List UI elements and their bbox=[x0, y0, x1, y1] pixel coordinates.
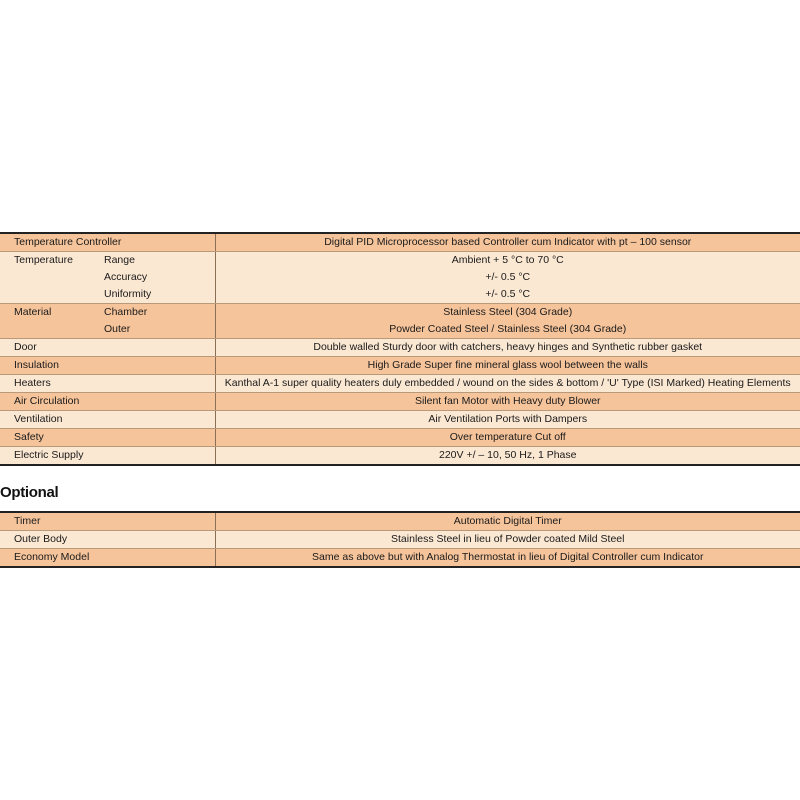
row-timer bbox=[0, 512, 800, 531]
label-heaters: Heaters bbox=[0, 375, 215, 393]
label-uniformity: Uniformity bbox=[104, 288, 152, 300]
row-outer-body bbox=[0, 531, 800, 549]
row-heaters bbox=[0, 375, 800, 393]
label-safety: Safety bbox=[0, 429, 215, 447]
row-economy-model bbox=[0, 549, 800, 568]
label-accuracy: Accuracy bbox=[104, 271, 148, 283]
value-insulation: High Grade Super fine mineral glass wool between the walls bbox=[215, 357, 800, 375]
label-timer: Timer bbox=[0, 512, 215, 531]
value-door: Double walled Sturdy door with catchers, heavy hinges and Synthetic rubber gasket bbox=[215, 339, 800, 357]
row-ventilation bbox=[0, 411, 800, 429]
row-temperature-controller bbox=[0, 233, 800, 252]
value-air-circulation: Silent fan Motor with Heavy duty Blower bbox=[215, 393, 800, 411]
row-safety bbox=[0, 429, 800, 447]
row-temperature bbox=[0, 252, 800, 304]
value-heaters: Kanthal A-1 super quality heaters duly embedded / wound on the sides & bottom / 'U' Type (ISI Marked) Heating Elements bbox=[215, 375, 800, 393]
value-uniformity: +/- 0.5 °C bbox=[485, 288, 531, 300]
value-ventilation: Air Ventilation Ports with Dampers bbox=[215, 411, 800, 429]
label-cell-temperature bbox=[0, 252, 215, 304]
label-insulation: Insulation bbox=[0, 357, 215, 375]
row-insulation bbox=[0, 357, 800, 375]
label-outer: Outer bbox=[104, 323, 131, 335]
material-sub-labels bbox=[104, 304, 147, 338]
specifications-table bbox=[0, 232, 800, 466]
value-chamber: Stainless Steel (304 Grade) bbox=[443, 306, 573, 318]
label-economy-model: Economy Model bbox=[0, 549, 215, 568]
value-safety: Over temperature Cut off bbox=[215, 429, 800, 447]
value-timer: Automatic Digital Timer bbox=[215, 512, 800, 531]
temperature-sub-labels bbox=[104, 252, 151, 303]
label-ventilation: Ventilation bbox=[0, 411, 215, 429]
label-door: Door bbox=[0, 339, 215, 357]
value-cell-temperature bbox=[215, 252, 800, 304]
optional-table bbox=[0, 511, 800, 568]
value-electric-supply: 220V +/ – 10, 50 Hz, 1 Phase bbox=[215, 447, 800, 466]
row-electric-supply bbox=[0, 447, 800, 466]
value-accuracy: +/- 0.5 °C bbox=[485, 271, 531, 283]
value-temperature-controller: Digital PID Microprocessor based Controller cum Indicator with pt – 100 sensor bbox=[215, 233, 800, 252]
label-range: Range bbox=[104, 254, 135, 266]
label-material: Material bbox=[14, 306, 52, 318]
label-electric-supply: Electric Supply bbox=[0, 447, 215, 466]
value-outer-body: Stainless Steel in lieu of Powder coated Mild Steel bbox=[215, 531, 800, 549]
row-door bbox=[0, 339, 800, 357]
row-material bbox=[0, 304, 800, 339]
label-chamber: Chamber bbox=[104, 306, 148, 318]
label-temperature: Temperature bbox=[14, 254, 73, 266]
label-cell-material bbox=[0, 304, 215, 339]
value-cell-material bbox=[215, 304, 800, 339]
label-temperature-controller: Temperature Controller bbox=[0, 233, 215, 252]
label-outer-body: Outer Body bbox=[0, 531, 215, 549]
row-air-circulation bbox=[0, 393, 800, 411]
value-range: Ambient + 5 °C to 70 °C bbox=[451, 254, 564, 266]
optional-heading: Optional bbox=[0, 484, 59, 501]
label-air-circulation: Air Circulation bbox=[0, 393, 215, 411]
value-economy-model: Same as above but with Analog Thermostat in lieu of Digital Controller cum Indicator bbox=[215, 549, 800, 568]
value-outer: Powder Coated Steel / Stainless Steel (304 Grade) bbox=[389, 323, 627, 335]
